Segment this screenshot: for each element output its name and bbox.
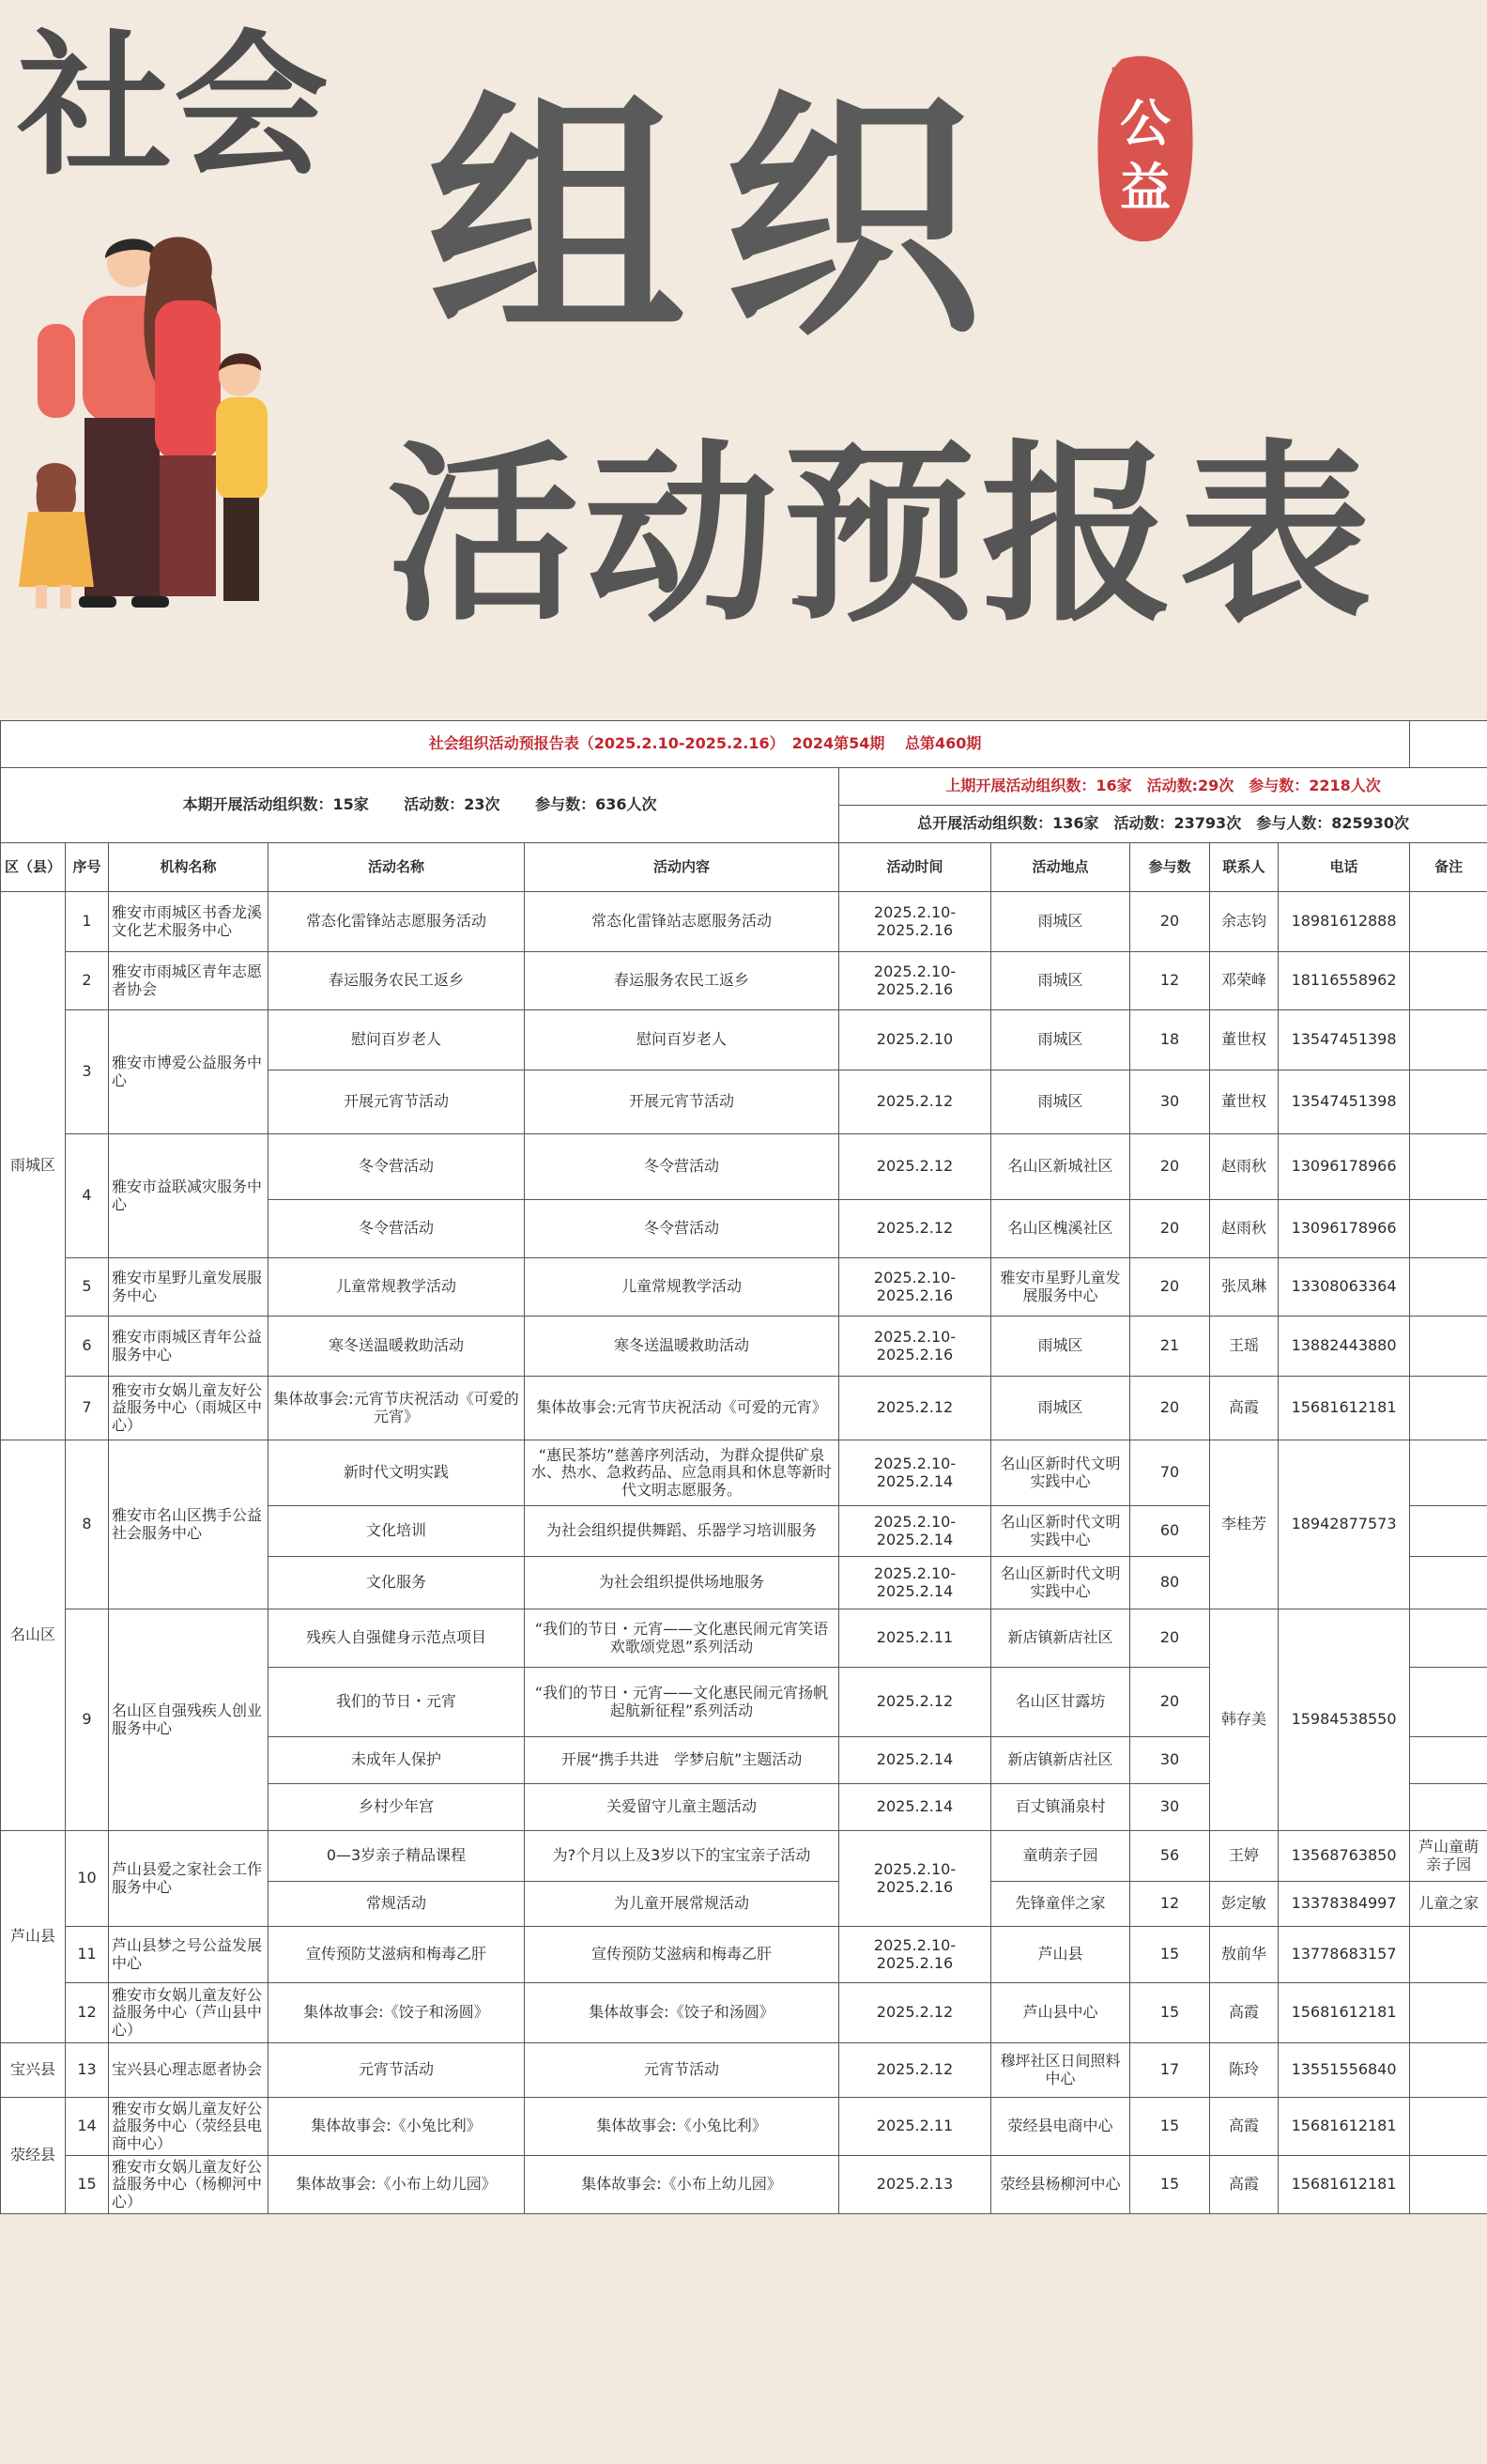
contact-cell: 王瑶 <box>1210 1317 1279 1377</box>
remark-cell <box>1410 1737 1487 1784</box>
activity-content-cell: 开展“携手共进 学梦启航”主题活动 <box>525 1737 839 1784</box>
col-header: 备注 <box>1410 843 1487 892</box>
activity-name-cell: 集体故事会:《小布上幼儿园》 <box>268 2156 525 2214</box>
time-cell: 2025.2.10-2025.2.14 <box>839 1557 991 1609</box>
time-cell: 2025.2.10 <box>839 1010 991 1070</box>
activity-content-cell: 慰问百岁老人 <box>525 1010 839 1070</box>
seq-cell: 13 <box>66 2043 109 2098</box>
time-cell: 2025.2.13 <box>839 2156 991 2214</box>
table-row <box>1 2098 1487 2156</box>
participants-cell: 30 <box>1130 1784 1210 1831</box>
participants-cell: 20 <box>1130 1258 1210 1317</box>
location-cell: 雨城区 <box>991 1377 1130 1440</box>
contact-cell: 余志钧 <box>1210 892 1279 952</box>
contact-cell: 董世权 <box>1210 1010 1279 1070</box>
seq-cell: 14 <box>66 2098 109 2156</box>
activity-content-cell: “我们的节日・元宵——文化惠民闹元宵扬帆起航新征程”系列活动 <box>525 1668 839 1737</box>
table-row <box>1 2043 1487 2098</box>
org-cell: 雅安市女娲儿童友好公益服务中心（杨柳河中心） <box>109 2156 268 2214</box>
org-cell: 雅安市星野儿童发展服务中心 <box>109 1258 268 1317</box>
seq-cell: 6 <box>66 1317 109 1377</box>
activity-content-cell: 为社会组织提供舞蹈、乐器学习培训服务 <box>525 1506 839 1557</box>
remark-cell <box>1410 892 1487 952</box>
activity-name-cell: 文化培训 <box>268 1506 525 1557</box>
seq-cell: 3 <box>66 1010 109 1134</box>
contact-cell: 赵雨秋 <box>1210 1134 1279 1200</box>
remark-cell <box>1410 1010 1487 1070</box>
participants-cell: 30 <box>1130 1070 1210 1134</box>
seq-cell: 10 <box>66 1831 109 1927</box>
activity-name-cell: 0—3岁亲子精品课程 <box>268 1831 525 1882</box>
activity-name-cell: 春运服务农民工返乡 <box>268 952 525 1010</box>
remark-cell <box>1410 1070 1487 1134</box>
phone-cell: 13096178966 <box>1279 1200 1410 1258</box>
activity-content-cell: 元宵节活动 <box>525 2043 839 2098</box>
district-cell: 芦山县 <box>1 1831 66 2043</box>
seq-cell: 15 <box>66 2156 109 2214</box>
time-cell: 2025.2.12 <box>839 2043 991 2098</box>
contact-cell: 李桂芳 <box>1210 1440 1279 1609</box>
activity-content-cell: 关爱留守儿童主题活动 <box>525 1784 839 1831</box>
time-cell: 2025.2.12 <box>839 1668 991 1737</box>
participants-cell: 20 <box>1130 1134 1210 1200</box>
activity-content-cell: 常态化雷锋站志愿服务活动 <box>525 892 839 952</box>
activity-content-cell: “我们的节日・元宵——文化惠民闹元宵笑语欢歌颂党恩”系列活动 <box>525 1609 839 1668</box>
remark-cell <box>1410 1377 1487 1440</box>
district-cell: 雨城区 <box>1 892 66 1440</box>
phone-cell: 13096178966 <box>1279 1134 1410 1200</box>
remark-cell <box>1410 1440 1487 1506</box>
activity-report-table <box>0 720 1487 2214</box>
time-cell: 2025.2.12 <box>839 1200 991 1258</box>
report-title-blank <box>1410 721 1487 768</box>
activity-name-cell: 文化服务 <box>268 1557 525 1609</box>
phone-cell: 18116558962 <box>1279 952 1410 1010</box>
phone-cell: 13378384997 <box>1279 1882 1410 1927</box>
contact-cell: 陈玲 <box>1210 2043 1279 2098</box>
org-cell: 雅安市雨城区青年志愿者协会 <box>109 952 268 1010</box>
participants-cell: 20 <box>1130 1377 1210 1440</box>
table-row <box>1 1983 1487 2043</box>
activity-content-cell: 为儿童开展常规活动 <box>525 1882 839 1927</box>
district-cell: 名山区 <box>1 1440 66 1831</box>
location-cell: 名山区槐溪社区 <box>991 1200 1130 1258</box>
org-cell: 名山区自强残疾人创业服务中心 <box>109 1609 268 1831</box>
activity-content-cell: 集体故事会:《小兔比利》 <box>525 2098 839 2156</box>
location-cell: 名山区新时代文明实践中心 <box>991 1506 1130 1557</box>
seq-cell: 2 <box>66 952 109 1010</box>
phone-cell: 18981612888 <box>1279 892 1410 952</box>
time-cell: 2025.2.10-2025.2.14 <box>839 1440 991 1506</box>
location-cell: 芦山县中心 <box>991 1983 1130 2043</box>
participants-cell: 15 <box>1130 2156 1210 2214</box>
activity-content-cell: 冬令营活动 <box>525 1134 839 1200</box>
participants-cell: 30 <box>1130 1737 1210 1784</box>
report-title: 社会组织活动预报告表（2025.2.10-2025.2.16） 2024第54期 总第460期 <box>1 721 1410 768</box>
participants-cell: 12 <box>1130 1882 1210 1927</box>
contact-cell: 高霞 <box>1210 2098 1279 2156</box>
col-header: 活动名称 <box>268 843 525 892</box>
seq-cell: 4 <box>66 1134 109 1258</box>
activity-content-cell: 冬令营活动 <box>525 1200 839 1258</box>
location-cell: 雨城区 <box>991 1010 1130 1070</box>
title-line-2: 组织 <box>427 67 1019 370</box>
remark-cell <box>1410 2043 1487 2098</box>
seq-cell: 1 <box>66 892 109 952</box>
participants-cell: 20 <box>1130 1609 1210 1668</box>
location-cell: 荥经县电商中心 <box>991 2098 1130 2156</box>
contact-cell: 王婷 <box>1210 1831 1279 1882</box>
total-summary: 总开展活动组织数：136家 活动数：23793次 参与人数：825930次 <box>839 806 1487 843</box>
time-cell: 2025.2.14 <box>839 1737 991 1784</box>
table-header-row <box>1 843 1487 892</box>
org-cell: 雅安市女娲儿童友好公益服务中心（芦山县中心） <box>109 1983 268 2043</box>
remark-cell <box>1410 1557 1487 1609</box>
table-row <box>1 1440 1487 1506</box>
col-header: 活动时间 <box>839 843 991 892</box>
location-cell: 先锋童伴之家 <box>991 1882 1130 1927</box>
time-cell: 2025.2.10-2025.2.16 <box>839 1317 991 1377</box>
col-header: 区（县） <box>1 843 66 892</box>
activity-report-table-wrapper <box>0 720 1487 2214</box>
this-period-summary: 本期开展活动组织数：15家 活动数：23次 参与数：636人次 <box>1 768 839 843</box>
table-row <box>1 1010 1487 1070</box>
participants-cell: 15 <box>1130 1927 1210 1983</box>
location-cell: 百丈镇涌泉村 <box>991 1784 1130 1831</box>
contact-cell: 敖前华 <box>1210 1927 1279 1983</box>
activity-name-cell: 冬令营活动 <box>268 1134 525 1200</box>
activity-content-cell: “惠民茶坊”慈善序列活动，为群众提供矿泉水、热水、急救药品、应急雨具和休息等新时代文明志愿服务。 <box>525 1440 839 1506</box>
phone-cell: 13882443880 <box>1279 1317 1410 1377</box>
org-cell: 宝兴县心理志愿者协会 <box>109 2043 268 2098</box>
contact-cell: 高霞 <box>1210 2156 1279 2214</box>
location-cell: 芦山县 <box>991 1927 1130 1983</box>
title-line-3: 活动预报表 <box>387 423 1377 648</box>
remark-cell <box>1410 1317 1487 1377</box>
table-row <box>1 1609 1487 1668</box>
district-cell: 荥经县 <box>1 2098 66 2214</box>
last-period-summary: 上期开展活动组织数：16家 活动数:29次 参与数：2218人次 <box>839 768 1487 806</box>
contact-cell: 韩存美 <box>1210 1609 1279 1831</box>
phone-cell: 13308063364 <box>1279 1258 1410 1317</box>
col-header: 活动内容 <box>525 843 839 892</box>
location-cell: 名山区新城社区 <box>991 1134 1130 1200</box>
participants-cell: 15 <box>1130 2098 1210 2156</box>
activity-content-cell: 春运服务农民工返乡 <box>525 952 839 1010</box>
participants-cell: 12 <box>1130 952 1210 1010</box>
contact-cell: 高霞 <box>1210 1377 1279 1440</box>
col-header: 序号 <box>66 843 109 892</box>
time-cell: 2025.2.10-2025.2.16 <box>839 1258 991 1317</box>
location-cell: 名山区新时代文明实践中心 <box>991 1440 1130 1506</box>
phone-cell: 13547451398 <box>1279 1070 1410 1134</box>
phone-cell: 18942877573 <box>1279 1440 1410 1609</box>
activity-name-cell: 开展元宵节活动 <box>268 1070 525 1134</box>
time-cell: 2025.2.11 <box>839 2098 991 2156</box>
banner <box>0 0 1487 718</box>
participants-cell: 60 <box>1130 1506 1210 1557</box>
org-cell: 雅安市女娲儿童友好公益服务中心（荥经县电商中心） <box>109 2098 268 2156</box>
time-cell: 2025.2.12 <box>839 1070 991 1134</box>
charity-seal-icon <box>1094 52 1197 244</box>
title-line-1: 社会 <box>17 14 330 196</box>
org-cell: 芦山县爱之家社会工作服务中心 <box>109 1831 268 1927</box>
remark-cell: 儿童之家 <box>1410 1882 1487 1927</box>
col-header: 机构名称 <box>109 843 268 892</box>
activity-content-cell: 儿童常规教学活动 <box>525 1258 839 1317</box>
org-cell: 雅安市博爱公益服务中心 <box>109 1010 268 1134</box>
col-header: 参与数 <box>1130 843 1210 892</box>
remark-cell <box>1410 1609 1487 1668</box>
activity-name-cell: 集体故事会:《饺子和汤圆》 <box>268 1983 525 2043</box>
activity-content-cell: 集体故事会:《饺子和汤圆》 <box>525 1983 839 2043</box>
participants-cell: 20 <box>1130 1200 1210 1258</box>
col-header: 联系人 <box>1210 843 1279 892</box>
remark-cell <box>1410 1784 1487 1831</box>
remark-cell <box>1410 2156 1487 2214</box>
participants-cell: 56 <box>1130 1831 1210 1882</box>
time-cell: 2025.2.10-2025.2.14 <box>839 1506 991 1557</box>
participants-cell: 18 <box>1130 1010 1210 1070</box>
time-cell: 2025.2.10-2025.2.16 <box>839 892 991 952</box>
phone-cell: 15681612181 <box>1279 1983 1410 2043</box>
location-cell: 穆坪社区日间照料中心 <box>991 2043 1130 2098</box>
table-row <box>1 2156 1487 2214</box>
activity-name-cell: 慰问百岁老人 <box>268 1010 525 1070</box>
table-row <box>1 1831 1487 1882</box>
seal-char-2: 益 <box>1120 158 1171 217</box>
participants-cell: 15 <box>1130 1983 1210 2043</box>
location-cell: 新店镇新店社区 <box>991 1609 1130 1668</box>
table-row <box>1 1134 1487 1200</box>
org-cell: 芦山县梦之号公益发展中心 <box>109 1927 268 1983</box>
participants-cell: 80 <box>1130 1557 1210 1609</box>
activity-name-cell: 未成年人保护 <box>268 1737 525 1784</box>
contact-cell: 邓荣峰 <box>1210 952 1279 1010</box>
time-cell: 2025.2.10-2025.2.16 <box>839 1831 991 1927</box>
activity-name-cell: 元宵节活动 <box>268 2043 525 2098</box>
seal-char-1: 公 <box>1120 94 1171 153</box>
activity-name-cell: 冬令营活动 <box>268 1200 525 1258</box>
activity-content-cell: 集体故事会:元宵节庆祝活动《可爱的元宵》 <box>525 1377 839 1440</box>
table-row <box>1 1377 1487 1440</box>
activity-name-cell: 儿童常规教学活动 <box>268 1258 525 1317</box>
time-cell: 2025.2.11 <box>839 1609 991 1668</box>
location-cell: 名山区甘露坊 <box>991 1668 1130 1737</box>
location-cell: 名山区新时代文明实践中心 <box>991 1557 1130 1609</box>
table-row <box>1 1258 1487 1317</box>
org-cell: 雅安市女娲儿童友好公益服务中心（雨城区中心） <box>109 1377 268 1440</box>
location-cell: 雨城区 <box>991 1070 1130 1134</box>
seq-cell: 12 <box>66 1983 109 2043</box>
activity-content-cell: 寒冬送温暖救助活动 <box>525 1317 839 1377</box>
contact-cell: 彭定敏 <box>1210 1882 1279 1927</box>
activity-name-cell: 寒冬送温暖救助活动 <box>268 1317 525 1377</box>
time-cell: 2025.2.12 <box>839 1134 991 1200</box>
location-cell: 雅安市星野儿童发展服务中心 <box>991 1258 1130 1317</box>
remark-cell <box>1410 1134 1487 1200</box>
table-row <box>1 952 1487 1010</box>
time-cell: 2025.2.12 <box>839 1983 991 2043</box>
remark-cell <box>1410 952 1487 1010</box>
org-cell: 雅安市雨城区书香龙溪文化艺术服务中心 <box>109 892 268 952</box>
time-cell: 2025.2.10-2025.2.16 <box>839 952 991 1010</box>
activity-content-cell: 为?个月以上及3岁以下的宝宝亲子活动 <box>525 1831 839 1882</box>
activity-name-cell: 宣传预防艾滋病和梅毒乙肝 <box>268 1927 525 1983</box>
activity-name-cell: 新时代文明实践 <box>268 1440 525 1506</box>
contact-cell: 赵雨秋 <box>1210 1200 1279 1258</box>
seq-cell: 5 <box>66 1258 109 1317</box>
activity-name-cell: 集体故事会:《小兔比利》 <box>268 2098 525 2156</box>
location-cell: 新店镇新店社区 <box>991 1737 1130 1784</box>
phone-cell: 13551556840 <box>1279 2043 1410 2098</box>
org-cell: 雅安市雨城区青年公益服务中心 <box>109 1317 268 1377</box>
family-illustration-icon <box>0 230 310 643</box>
remark-cell <box>1410 1506 1487 1557</box>
col-header: 活动地点 <box>991 843 1130 892</box>
contact-cell: 董世权 <box>1210 1070 1279 1134</box>
participants-cell: 20 <box>1130 892 1210 952</box>
activity-name-cell: 我们的节日・元宵 <box>268 1668 525 1737</box>
activity-content-cell: 开展元宵节活动 <box>525 1070 839 1134</box>
activity-content-cell: 为社会组织提供场地服务 <box>525 1557 839 1609</box>
location-cell: 雨城区 <box>991 952 1130 1010</box>
time-cell: 2025.2.10-2025.2.16 <box>839 1927 991 1983</box>
phone-cell: 15984538550 <box>1279 1609 1410 1831</box>
remark-cell: 芦山童萌亲子园 <box>1410 1831 1487 1882</box>
remark-cell <box>1410 1983 1487 2043</box>
district-cell: 宝兴县 <box>1 2043 66 2098</box>
location-cell: 童萌亲子园 <box>991 1831 1130 1882</box>
phone-cell: 15681612181 <box>1279 2098 1410 2156</box>
table-row <box>1 1927 1487 1983</box>
remark-cell <box>1410 1668 1487 1737</box>
location-cell: 荥经县杨柳河中心 <box>991 2156 1130 2214</box>
org-cell: 雅安市益联减灾服务中心 <box>109 1134 268 1258</box>
location-cell: 雨城区 <box>991 892 1130 952</box>
contact-cell: 张凤琳 <box>1210 1258 1279 1317</box>
phone-cell: 13568763850 <box>1279 1831 1410 1882</box>
table-row <box>1 892 1487 952</box>
activity-name-cell: 乡村少年宫 <box>268 1784 525 1831</box>
time-cell: 2025.2.14 <box>839 1784 991 1831</box>
time-cell: 2025.2.12 <box>839 1377 991 1440</box>
participants-cell: 20 <box>1130 1668 1210 1737</box>
remark-cell <box>1410 1927 1487 1983</box>
table-row <box>1 1317 1487 1377</box>
location-cell: 雨城区 <box>991 1317 1130 1377</box>
activity-name-cell: 集体故事会:元宵节庆祝活动《可爱的元宵》 <box>268 1377 525 1440</box>
seq-cell: 8 <box>66 1440 109 1609</box>
seq-cell: 11 <box>66 1927 109 1983</box>
contact-cell: 高霞 <box>1210 1983 1279 2043</box>
activity-content-cell: 宣传预防艾滋病和梅毒乙肝 <box>525 1927 839 1983</box>
phone-cell: 13778683157 <box>1279 1927 1410 1983</box>
remark-cell <box>1410 1200 1487 1258</box>
activity-name-cell: 残疾人自强健身示范点项目 <box>268 1609 525 1668</box>
participants-cell: 21 <box>1130 1317 1210 1377</box>
participants-cell: 17 <box>1130 2043 1210 2098</box>
phone-cell: 15681612181 <box>1279 2156 1410 2214</box>
col-header: 电话 <box>1279 843 1410 892</box>
remark-cell <box>1410 2098 1487 2156</box>
seq-cell: 9 <box>66 1609 109 1831</box>
seq-cell: 7 <box>66 1377 109 1440</box>
participants-cell: 70 <box>1130 1440 1210 1506</box>
phone-cell: 13547451398 <box>1279 1010 1410 1070</box>
activity-content-cell: 集体故事会:《小布上幼儿园》 <box>525 2156 839 2214</box>
activity-name-cell: 常规活动 <box>268 1882 525 1927</box>
phone-cell: 15681612181 <box>1279 1377 1410 1440</box>
activity-name-cell: 常态化雷锋站志愿服务活动 <box>268 892 525 952</box>
org-cell: 雅安市名山区携手公益社会服务中心 <box>109 1440 268 1609</box>
remark-cell <box>1410 1258 1487 1317</box>
